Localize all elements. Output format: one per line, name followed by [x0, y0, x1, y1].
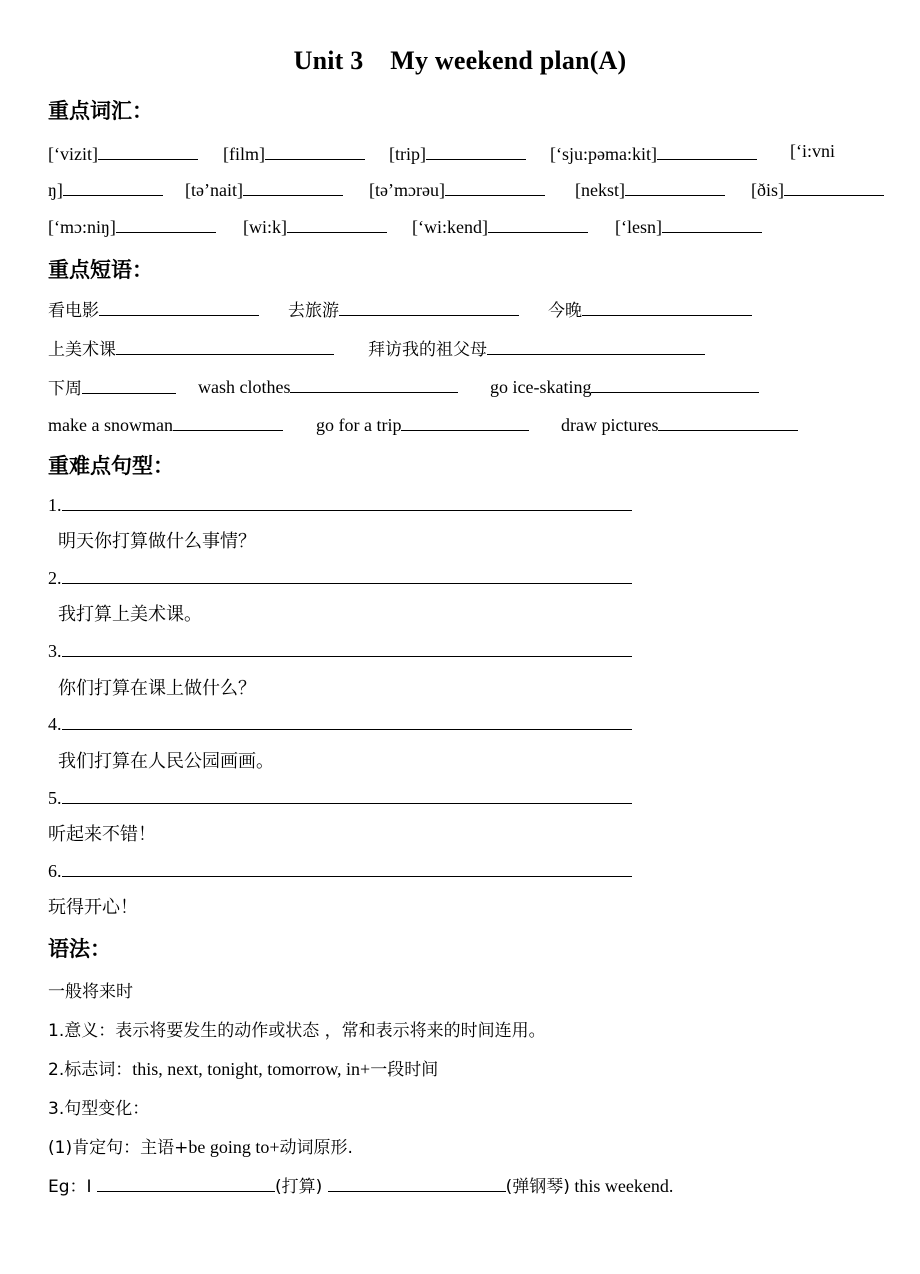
- vocab-item: ŋ]: [48, 177, 163, 201]
- vocab-item: [‘wi:kend]: [412, 214, 588, 238]
- sentence-cn-2: 我打算上美术课。: [58, 604, 202, 625]
- answer-blank[interactable]: [488, 214, 588, 233]
- vocab-item: [tə’mɔrəu]: [369, 177, 545, 201]
- answer-blank[interactable]: [784, 177, 884, 196]
- phrase-item: go for a trip: [316, 412, 529, 436]
- answer-blank[interactable]: [591, 374, 759, 393]
- sentence-cn-6: 玩得开心！: [48, 897, 138, 918]
- page-title: [0, 46, 920, 76]
- answer-blank[interactable]: [445, 177, 545, 196]
- phrase-item: 下周: [48, 374, 176, 399]
- vocab-item: [‘vizit]: [48, 141, 198, 165]
- answer-blank[interactable]: [328, 1173, 506, 1192]
- answer-blank[interactable]: [290, 374, 458, 393]
- answer-blank[interactable]: [287, 214, 387, 233]
- answer-blank[interactable]: [265, 141, 365, 160]
- vocab-item: [‘mɔ:niŋ]: [48, 214, 216, 238]
- sentence-cn-3: 你们打算在课上做什么？: [58, 678, 256, 699]
- section-phrases-heading: 重点短语：: [48, 258, 153, 282]
- phrase-item: make a snowman: [48, 412, 283, 436]
- answer-blank[interactable]: [658, 412, 798, 431]
- vocab-item: [wi:k]: [243, 214, 387, 238]
- answer-blank[interactable]: [97, 1173, 275, 1192]
- title-unit: Unit 3: [293, 46, 364, 75]
- sentence-line-3: 3.: [48, 638, 632, 662]
- answer-blank[interactable]: [662, 214, 762, 233]
- answer-blank[interactable]: [62, 492, 632, 511]
- answer-blank[interactable]: [62, 565, 632, 584]
- answer-blank[interactable]: [116, 336, 334, 355]
- phrase-item: 上美术课: [48, 335, 334, 360]
- vocab-item: [film]: [223, 141, 365, 165]
- answer-blank[interactable]: [62, 711, 632, 730]
- title-name: My weekend plan(A): [390, 46, 627, 75]
- phrase-item: 看电影: [48, 296, 259, 321]
- phrase-item: draw pictures: [561, 412, 798, 436]
- vocab-item: [‘i:vni: [790, 141, 835, 161]
- grammar-example: Eg：I (打算) (弹钢琴) this weekend.: [48, 1172, 673, 1197]
- sentence-line-6: 6.: [48, 858, 632, 882]
- sentence-cn-5: 听起来不错！: [48, 824, 156, 845]
- vocab-item: [tə’nait]: [185, 177, 343, 201]
- section-vocab-heading: 重点词汇：: [48, 99, 153, 123]
- answer-blank[interactable]: [401, 412, 529, 431]
- sentence-cn-4: 我们打算在人民公园画画。: [58, 751, 274, 772]
- answer-blank[interactable]: [243, 177, 343, 196]
- vocab-item: [‘lesn]: [615, 214, 762, 238]
- section-sentences-heading: 重难点句型：: [48, 454, 174, 478]
- grammar-pattern-heading: 3.句型变化：: [48, 1099, 150, 1119]
- answer-blank[interactable]: [82, 375, 176, 394]
- answer-blank[interactable]: [625, 177, 725, 196]
- grammar-affirmative: (1)肯定句：主语+be going to+动词原形.: [48, 1137, 353, 1158]
- answer-blank[interactable]: [63, 177, 163, 196]
- answer-blank[interactable]: [62, 785, 632, 804]
- sentence-line-2: 2.: [48, 565, 632, 589]
- answer-blank[interactable]: [657, 141, 757, 160]
- vocab-item: [trip]: [389, 141, 526, 165]
- answer-blank[interactable]: [62, 858, 632, 877]
- sentence-line-1: 1.: [48, 492, 632, 516]
- grammar-signal-words: 2.标志词：this, next, tonight, tomorrow, in+一段时间: [48, 1059, 439, 1080]
- grammar-meaning: 1.意义：表示将要发生的动作或状态 ，常和表示将来的时间连用。: [48, 1021, 546, 1041]
- vocab-item: [ðis]: [751, 177, 884, 201]
- phrase-item: 去旅游: [288, 296, 519, 321]
- grammar-topic: 一般将来时: [48, 982, 133, 1002]
- vocab-item: [‘sju:pəma:kit]: [550, 141, 757, 165]
- answer-blank[interactable]: [426, 141, 526, 160]
- phrase-item: 今晚: [548, 296, 752, 321]
- answer-blank[interactable]: [582, 297, 752, 316]
- vocab-item: [nekst]: [575, 177, 725, 201]
- answer-blank[interactable]: [173, 412, 283, 431]
- section-grammar-heading: 语法：: [48, 937, 111, 961]
- answer-blank[interactable]: [99, 297, 259, 316]
- phrase-item: wash clothes: [198, 374, 458, 398]
- phrase-item: go ice-skating: [490, 374, 759, 398]
- answer-blank[interactable]: [339, 297, 519, 316]
- answer-blank[interactable]: [487, 336, 705, 355]
- phrase-item: 拜访我的祖父母: [368, 335, 705, 360]
- answer-blank[interactable]: [98, 141, 198, 160]
- sentence-line-5: 5.: [48, 785, 632, 809]
- sentence-cn-1: 明天你打算做什么事情？: [58, 531, 256, 552]
- answer-blank[interactable]: [116, 214, 216, 233]
- answer-blank[interactable]: [62, 638, 632, 657]
- sentence-line-4: 4.: [48, 711, 632, 735]
